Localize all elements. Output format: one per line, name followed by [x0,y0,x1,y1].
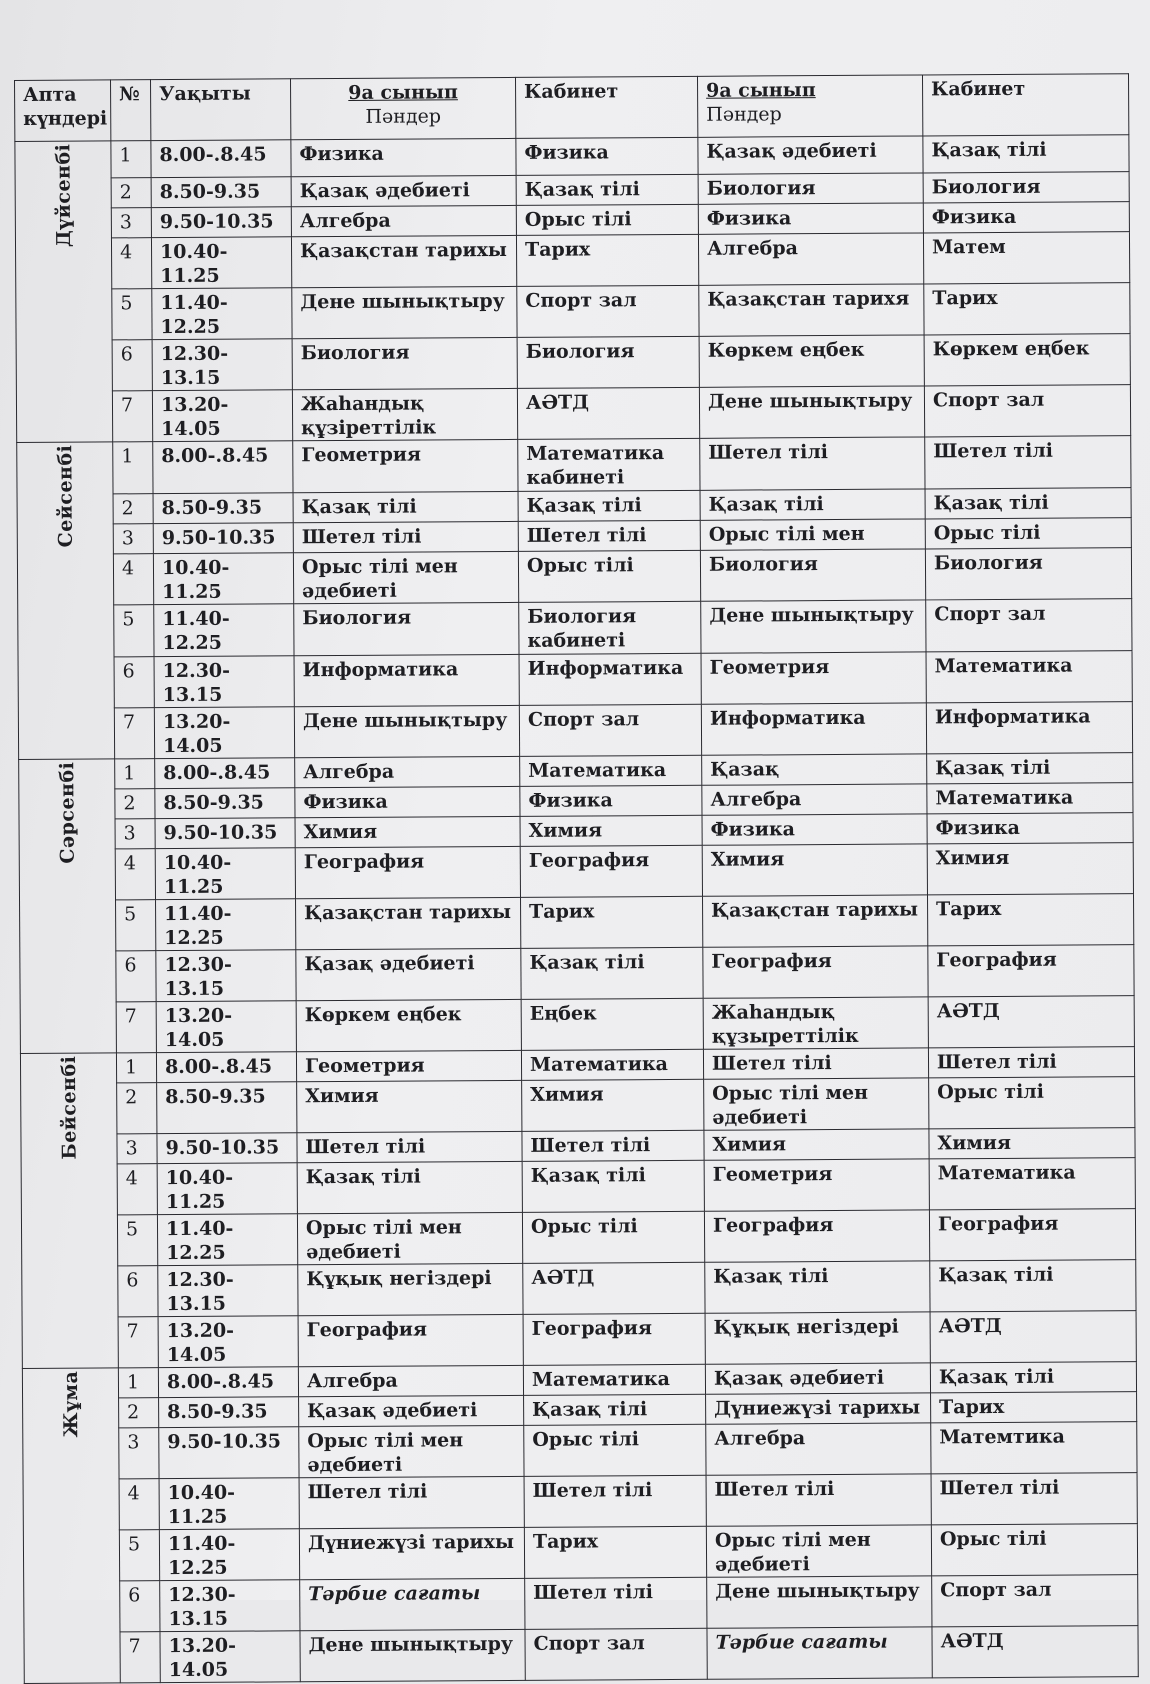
room-class-a: Орыс тілі [524,1424,706,1476]
subject-class-b: Шетел тілі [706,1474,931,1526]
lesson-number: 3 [119,1428,159,1479]
room-class-a: Спорт зал [525,1628,707,1680]
subject-class-a: Қазақ тілі [293,491,518,522]
lesson-number: 5 [117,1215,157,1266]
weekday-label: Сейсенбі [53,444,77,548]
subject-class-a: Биология [294,602,519,655]
subject-class-a: Қазақстан тарихы [296,897,521,949]
room-class-b: АӘТД [928,996,1134,1048]
subject-class-a: География [295,846,520,898]
room-class-b: Қазақ тілі [927,753,1133,784]
room-class-b: Тарих [927,894,1133,946]
subject-class-a: Физика [295,786,520,817]
table-row [16,283,1130,341]
table-row [23,1524,1137,1582]
subject-class-b: Алгебра [706,1423,931,1475]
subject-class-b: Қазақстан тарихы [702,895,927,947]
table-row [20,996,1134,1054]
room-class-b: Орыс тілі [931,1524,1137,1576]
room-class-b: Қазақ тілі [923,135,1129,173]
lesson-time: 12.30-13.15 [156,950,296,1002]
room-class-a: Еңбек [521,998,703,1050]
lesson-number: 6 [112,340,152,391]
subject-class-b: Қазақ тілі [705,1261,930,1313]
header-class-b-title: 9а сынып [706,79,816,102]
table-row [23,1422,1137,1480]
subject-class-b: Жаһандық құзыреттілік [703,997,928,1049]
subject-class-b: Құқық негіздері [705,1312,930,1364]
room-class-a: Шетел тілі [518,520,700,551]
room-class-b: Математика [929,1158,1135,1210]
lesson-number: 2 [111,178,151,208]
lesson-time: 8.00-.8.45 [153,441,293,494]
lesson-time: 8.00-.8.45 [155,758,295,789]
room-class-a: Тарих [524,1526,706,1578]
room-class-b: Физика [923,202,1129,233]
lesson-time: 9.50-10.35 [153,523,293,554]
subject-class-a: Химия [295,816,520,847]
subject-class-a: Қазақ әдебиеті [299,1395,524,1426]
lesson-number: 7 [118,1317,158,1368]
subject-class-a: Дене шынықтыру [300,1629,525,1681]
subject-class-a: Биология [292,337,517,389]
lesson-number: 6 [120,1581,160,1632]
room-class-a: Шетел тілі [525,1577,707,1629]
room-class-b: Көркем еңбек [924,334,1130,386]
room-class-a: Орыс тілі [518,550,700,602]
room-class-b: Спорт зал [926,599,1132,652]
weekday-cell [17,442,115,760]
subject-class-b: Биология [698,173,923,204]
subject-class-a: Көркем еңбек [296,999,521,1051]
lesson-number: 3 [111,208,151,238]
lesson-number: 1 [118,1368,158,1398]
lesson-time: 12.30-13.15 [154,656,294,708]
table-row [23,1473,1137,1531]
room-class-a: Қазақ тілі [522,1160,704,1212]
subject-class-a: Дене шынықтыру [294,705,519,757]
lesson-time: 12.30-13.15 [152,339,292,391]
subject-class-b: Геометрия [704,1159,929,1211]
room-class-b: Шетел тілі [928,1047,1134,1078]
table-row [18,702,1132,760]
room-class-b: Матемтика [931,1422,1137,1474]
room-class-a: АӘТД [523,1262,705,1314]
room-class-a: Информатика [519,653,701,705]
room-class-b: Физика [927,813,1133,844]
room-class-a: Шетел тілі [524,1475,706,1527]
weekday-cell [19,759,117,1054]
subject-class-a: Дене шынықтыру [292,286,517,338]
table-row [18,651,1132,709]
lesson-number: 1 [116,1053,156,1083]
lesson-number: 3 [113,524,153,554]
subject-class-b: Қазақ [702,754,927,785]
lesson-time: 8.50-9.35 [157,1082,297,1134]
weekday-label: Дүйсенбі [51,143,75,248]
room-class-b: АӘТД [930,1311,1136,1363]
room-class-a: Қазақ тілі [521,947,703,999]
lesson-number: 7 [116,1002,156,1053]
lesson-number: 6 [114,657,154,708]
header-class-a-sub: Пәндер [365,105,442,128]
header-num: № [111,80,151,141]
subject-class-b: Дене шынықтыру [699,386,924,438]
subject-class-b: Қазақ әдебиеті [698,136,923,174]
room-class-b: География [928,945,1134,997]
subject-class-b: Геометрия [701,652,926,704]
lesson-time: 10.40-11.25 [159,1478,299,1530]
subject-class-b: Көркем еңбек [699,335,924,387]
room-class-a: Математика [521,1049,703,1080]
lesson-time: 10.40-11.25 [155,848,295,900]
subject-class-a: География [298,1314,523,1366]
lesson-number: 4 [119,1479,159,1530]
subject-class-b: Биология [700,549,925,601]
table-row [21,1209,1135,1267]
subject-class-a: Информатика [294,654,519,706]
lesson-time: 8.50-9.35 [153,493,293,524]
lesson-number: 6 [118,1266,158,1317]
lesson-number: 4 [117,1164,157,1215]
subject-class-a: Шетел тілі [299,1476,524,1528]
subject-class-a: Алгебра [291,205,516,236]
header-day: Апта күндері [15,80,111,142]
lesson-time: 11.40-12.25 [156,899,296,951]
lesson-time: 13.20-14.05 [154,707,294,759]
weekday-cell [22,1368,120,1684]
room-class-b: Математика [927,783,1133,814]
table-row [21,1158,1135,1216]
table-row [15,232,1129,290]
schedule-table [14,73,1139,1684]
table-row [24,1626,1138,1684]
lesson-number: 2 [117,1083,157,1134]
lesson-time: 9.50-10.35 [151,207,291,238]
subject-class-a: Шетел тілі [293,521,518,552]
subject-class-a: Геометрия [293,439,518,492]
subject-class-b: Алгебра [698,233,923,285]
lesson-time: 12.30-13.15 [160,1580,300,1632]
room-class-a: Химия [520,815,702,846]
subject-class-b: Тәрбие сағаты [707,1627,932,1679]
subject-class-b: Орыс тілі мен әдебиеті [704,1078,929,1130]
subject-class-a: Дүниежүзі тарихы [299,1527,524,1579]
weekday-cell [15,141,113,443]
lesson-time: 8.00-.8.45 [158,1367,298,1398]
lesson-time: 11.40-12.25 [154,604,294,657]
room-class-a: Спорт зал [517,285,699,337]
lesson-number: 3 [115,819,155,849]
room-class-b: Биология [923,172,1129,203]
room-class-a: Тарих [516,234,698,286]
lesson-time: 8.50-9.35 [155,788,295,819]
lesson-number: 1 [115,759,155,789]
lesson-time: 9.50-10.35 [155,818,295,849]
subject-class-a: Қазақ әдебиеті [291,175,516,206]
room-class-a: Қазақ тілі [518,490,700,521]
subject-class-b: Орыс тілі мен [700,519,925,550]
room-class-a: Биология [517,336,699,388]
lesson-time: 13.20-14.05 [160,1631,300,1683]
subject-class-a: Орыс тілі мен әдебиеті [297,1212,522,1264]
lesson-time: 10.40-11.25 [153,553,293,605]
subject-class-b: Химия [704,1129,929,1160]
lesson-number: 2 [113,494,153,524]
room-class-b: География [929,1209,1135,1261]
room-class-a: Спорт зал [519,704,701,756]
room-class-b: Математика [926,651,1132,703]
room-class-a: Шетел тілі [522,1130,704,1161]
lesson-number: 7 [114,708,154,759]
lesson-time: 11.40-12.25 [159,1529,299,1581]
lesson-time: 8.00-.8.45 [151,140,291,178]
lesson-number: 7 [112,391,152,442]
room-class-b: Информатика [926,702,1132,754]
table-row [18,599,1132,658]
table-row [20,945,1134,1003]
subject-class-b: Физика [702,814,927,845]
subject-class-b: Информатика [701,703,926,755]
room-class-a: Биология кабинеті [519,601,701,654]
lesson-number: 7 [120,1632,160,1683]
room-class-b: Матем [923,232,1129,284]
subject-class-b: Шетел тілі [703,1048,928,1079]
lesson-number: 4 [111,238,151,289]
table-row [22,1260,1136,1318]
table-row [19,843,1133,901]
room-class-a: Математика [520,755,702,786]
lesson-number: 5 [119,1530,159,1581]
room-class-a: Орыс тілі [516,204,698,235]
lesson-time: 13.20-14.05 [152,390,292,442]
subject-class-a: Тәрбие сағаты [300,1578,525,1630]
room-class-b: Химия [927,843,1133,895]
room-class-b: АӘТД [932,1626,1138,1678]
subject-class-b: Алгебра [702,784,927,815]
lesson-number: 3 [117,1134,157,1164]
subject-class-a: Химия [297,1080,522,1132]
header-room-b: Кабинет [922,74,1128,136]
subject-class-a: Алгебра [295,756,520,787]
table-row [21,1077,1135,1135]
subject-class-b: География [704,1210,929,1262]
subject-class-b: Физика [698,203,923,234]
weekday-label: Сәрсенбі [55,761,79,864]
room-class-b: Шетел тілі [925,436,1131,489]
lesson-time: 13.20-14.05 [156,1001,296,1053]
lesson-number: 2 [115,789,155,819]
room-class-a: География [523,1313,705,1365]
lesson-time: 12.30-13.15 [158,1265,298,1317]
header-class-a-title: 9а сынып [348,81,458,104]
lesson-number: 5 [112,289,152,340]
lesson-number: 1 [113,442,153,494]
schedule-body [15,135,1138,1684]
subject-class-a: Орыс тілі мен әдебиеті [293,551,518,603]
lesson-number: 5 [114,605,154,657]
room-class-a: Қазақ тілі [524,1394,706,1425]
subject-class-a: Құқық негіздері [298,1263,523,1315]
room-class-a: Қазақ тілі [516,174,698,205]
room-class-a: Физика [520,785,702,816]
subject-class-a: Жаһандық құзіреттілік [292,388,517,440]
lesson-time: 11.40-12.25 [157,1214,297,1266]
room-class-a: Химия [522,1079,704,1131]
room-class-a: Физика [516,137,698,175]
table-row [24,1575,1138,1633]
subject-class-b: Орыс тілі мен әдебиеті [706,1525,931,1577]
lesson-number: 4 [115,849,155,900]
header-class-a [290,77,515,139]
table-row [20,894,1134,952]
table-row [17,436,1131,495]
room-class-b: Химия [929,1128,1135,1159]
subject-class-b: Дене шынықтыру [701,600,926,653]
room-class-b: Қазақ тілі [930,1260,1136,1312]
room-class-b: Орыс тілі [925,518,1131,549]
lesson-time: 8.50-9.35 [159,1397,299,1428]
header-time: Уақыты [151,79,291,141]
weekday-label: Бейсенбі [57,1055,81,1160]
room-class-a: Тарих [521,896,703,948]
header-class-b [697,75,922,137]
lesson-time: 8.00-.8.45 [156,1052,296,1083]
subject-class-b: Дүниежүзі тарихы [706,1393,931,1424]
table-row [16,385,1130,443]
room-class-b: Қазақ тілі [930,1362,1136,1393]
subject-class-a: Қазақ әдебиеті [296,948,521,1000]
subject-class-b: Химия [702,844,927,896]
lesson-number: 6 [116,951,156,1002]
subject-class-a: Геометрия [296,1050,521,1081]
subject-class-a: Физика [291,138,516,176]
room-class-a: Орыс тілі [522,1211,704,1263]
header-room-a: Кабинет [515,76,697,138]
header-class-b-sub: Пәндер [706,103,782,126]
subject-class-b: Шетел тілі [700,437,925,490]
room-class-a: АӘТД [517,387,699,439]
room-class-a: География [520,845,702,897]
lesson-time: 10.40-11.25 [157,1163,297,1215]
room-class-b: Тарих [931,1392,1137,1423]
lesson-time: 9.50-10.35 [159,1427,299,1479]
room-class-b: Шетел тілі [931,1473,1137,1525]
room-class-b: Қазақ тілі [925,488,1131,519]
lesson-time: 8.50-9.35 [151,177,291,208]
subject-class-a: Орыс тілі мен әдебиеті [299,1425,524,1477]
weekday-cell [20,1053,118,1369]
weekday-label: Жұма [59,1370,82,1438]
subject-class-a: Шетел тілі [297,1131,522,1162]
lesson-time: 9.50-10.35 [157,1133,297,1164]
room-class-b: Биология [925,548,1131,600]
lesson-time: 11.40-12.25 [152,288,292,340]
table-row [22,1311,1136,1369]
subject-class-b: Дене шынықтыру [707,1576,932,1628]
room-class-b: Спорт зал [932,1575,1138,1627]
room-class-a: Математика [523,1364,705,1395]
subject-class-b: Қазақ тілі [700,489,925,520]
subject-class-b: Қазақ әдебиеті [705,1363,930,1394]
lesson-number: 1 [111,141,151,178]
header-row [15,74,1129,142]
subject-class-b: География [703,946,928,998]
room-class-a: Математика кабинеті [518,438,700,491]
subject-class-a: Қазақ тілі [297,1161,522,1213]
table-row [17,548,1131,606]
subject-class-a: Қазақстан тарихы [291,235,516,287]
room-class-b: Тарих [924,283,1130,335]
lesson-time: 13.20-14.05 [158,1316,298,1368]
lesson-number: 4 [113,554,153,605]
lesson-number: 2 [119,1398,159,1428]
lesson-number: 5 [116,900,156,951]
subject-class-a: Алгебра [298,1365,523,1396]
lesson-time: 10.40-11.25 [151,237,291,289]
table-row [16,334,1130,392]
room-class-b: Орыс тілі [929,1077,1135,1129]
subject-class-b: Қазақстан тарихя [699,284,924,336]
room-class-b: Спорт зал [924,385,1130,437]
